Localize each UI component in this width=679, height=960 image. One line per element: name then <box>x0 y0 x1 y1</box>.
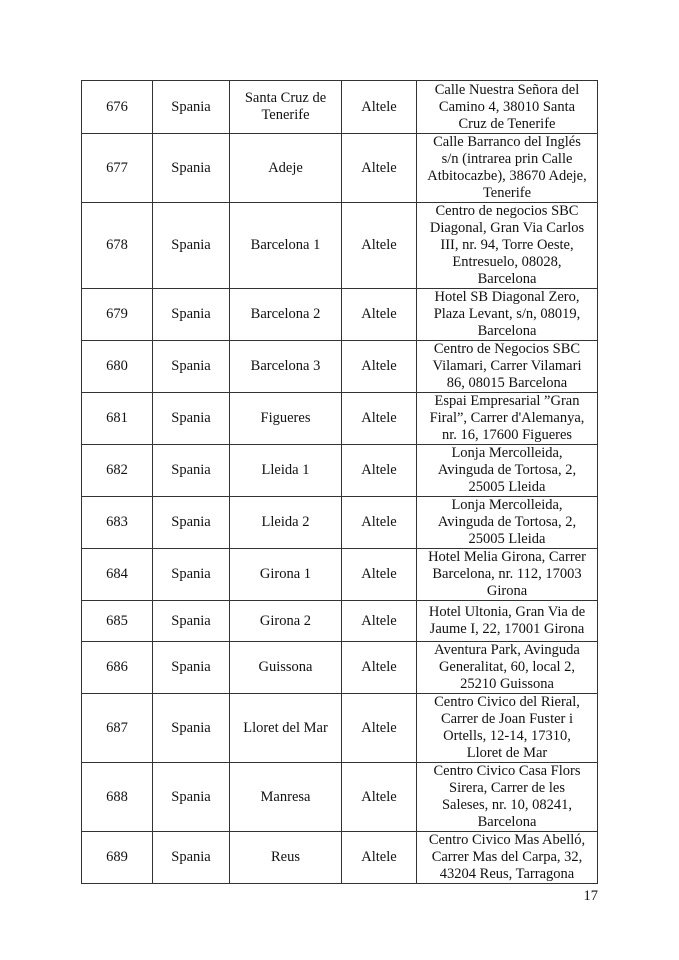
cell-nr: 676 <box>82 81 153 134</box>
cell-type: Altele <box>342 642 417 694</box>
cell-nr: 683 <box>82 497 153 549</box>
cell-type: Altele <box>342 832 417 884</box>
cell-nr: 686 <box>82 642 153 694</box>
cell-address: Lonja Mercolleida, Avinguda de Tortosa, 2, 25005 Lleida <box>417 445 598 497</box>
cell-nr: 685 <box>82 601 153 642</box>
table-row <box>82 642 598 694</box>
cell-nr: 689 <box>82 832 153 884</box>
cell-country: Spania <box>153 497 230 549</box>
cell-address: Centro de negocios SBC Diagonal, Gran Via Carlos III, nr. 94, Torre Oeste, Entresuelo, 08028, Barcelona <box>417 203 598 289</box>
table-row <box>82 497 598 549</box>
cell-country: Spania <box>153 134 230 203</box>
table-row <box>82 81 598 134</box>
cell-address: Hotel Melia Girona, Carrer Barcelona, nr. 112, 17003 Girona <box>417 549 598 601</box>
cell-country: Spania <box>153 81 230 134</box>
table-row <box>82 832 598 884</box>
cell-nr: 677 <box>82 134 153 203</box>
cell-address: Lonja Mercolleida, Avinguda de Tortosa, 2, 25005 Lleida <box>417 497 598 549</box>
table-row <box>82 203 598 289</box>
table-row <box>82 289 598 341</box>
cell-nr: 681 <box>82 393 153 445</box>
cell-nr: 679 <box>82 289 153 341</box>
cell-country: Spania <box>153 289 230 341</box>
cell-country: Spania <box>153 694 230 763</box>
cell-address: Calle Barranco del Inglés s/n (intrarea prin Calle Atbitocazbe), 38670 Adeje, Tenerife <box>417 134 598 203</box>
cell-nr: 684 <box>82 549 153 601</box>
cell-country: Spania <box>153 549 230 601</box>
table-row <box>82 601 598 642</box>
cell-city: Girona 1 <box>230 549 342 601</box>
cell-city: Barcelona 1 <box>230 203 342 289</box>
cell-nr: 687 <box>82 694 153 763</box>
cell-type: Altele <box>342 289 417 341</box>
cell-country: Spania <box>153 393 230 445</box>
table-row <box>82 694 598 763</box>
cell-country: Spania <box>153 445 230 497</box>
cell-nr: 678 <box>82 203 153 289</box>
table-row <box>82 341 598 393</box>
locations-table <box>81 80 598 884</box>
cell-address: Espai Empresarial ”Gran Firal”, Carrer d'Alemanya, nr. 16, 17600 Figueres <box>417 393 598 445</box>
cell-city: Santa Cruz de Tenerife <box>230 81 342 134</box>
cell-nr: 680 <box>82 341 153 393</box>
cell-country: Spania <box>153 601 230 642</box>
table-row <box>82 134 598 203</box>
cell-nr: 682 <box>82 445 153 497</box>
cell-city: Guissona <box>230 642 342 694</box>
cell-country: Spania <box>153 642 230 694</box>
cell-type: Altele <box>342 445 417 497</box>
cell-type: Altele <box>342 203 417 289</box>
page-number: 17 <box>583 888 598 904</box>
cell-country: Spania <box>153 763 230 832</box>
cell-type: Altele <box>342 497 417 549</box>
cell-address: Centro de Negocios SBC Vilamari, Carrer Vilamari 86, 08015 Barcelona <box>417 341 598 393</box>
table-row <box>82 549 598 601</box>
cell-address: Centro Civico del Rieral, Carrer de Joan Fuster i Ortells, 12-14, 17310, Lloret de Mar <box>417 694 598 763</box>
cell-city: Manresa <box>230 763 342 832</box>
table-row <box>82 445 598 497</box>
cell-type: Altele <box>342 134 417 203</box>
cell-type: Altele <box>342 549 417 601</box>
cell-address: Centro Civico Mas Abelló, Carrer Mas del Carpa, 32, 43204 Reus, Tarragona <box>417 832 598 884</box>
cell-address: Hotel Ultonia, Gran Via de Jaume I, 22, 17001 Girona <box>417 601 598 642</box>
cell-city: Figueres <box>230 393 342 445</box>
cell-country: Spania <box>153 832 230 884</box>
cell-type: Altele <box>342 694 417 763</box>
cell-city: Barcelona 3 <box>230 341 342 393</box>
cell-type: Altele <box>342 341 417 393</box>
cell-city: Lleida 1 <box>230 445 342 497</box>
cell-type: Altele <box>342 393 417 445</box>
cell-address: Aventura Park, Avinguda Generalitat, 60, local 2, 25210 Guissona <box>417 642 598 694</box>
cell-city: Barcelona 2 <box>230 289 342 341</box>
table-row <box>82 393 598 445</box>
cell-nr: 688 <box>82 763 153 832</box>
cell-address: Centro Civico Casa Flors Sirera, Carrer de les Saleses, nr. 10, 08241, Barcelona <box>417 763 598 832</box>
cell-city: Lloret del Mar <box>230 694 342 763</box>
cell-type: Altele <box>342 81 417 134</box>
cell-city: Lleida 2 <box>230 497 342 549</box>
table-body <box>82 81 598 884</box>
cell-type: Altele <box>342 763 417 832</box>
cell-country: Spania <box>153 341 230 393</box>
cell-city: Reus <box>230 832 342 884</box>
cell-city: Adeje <box>230 134 342 203</box>
cell-address: Calle Nuestra Señora del Camino 4, 38010 Santa Cruz de Tenerife <box>417 81 598 134</box>
cell-type: Altele <box>342 601 417 642</box>
cell-address: Hotel SB Diagonal Zero, Plaza Levant, s/n, 08019, Barcelona <box>417 289 598 341</box>
table-row <box>82 763 598 832</box>
cell-city: Girona 2 <box>230 601 342 642</box>
cell-country: Spania <box>153 203 230 289</box>
